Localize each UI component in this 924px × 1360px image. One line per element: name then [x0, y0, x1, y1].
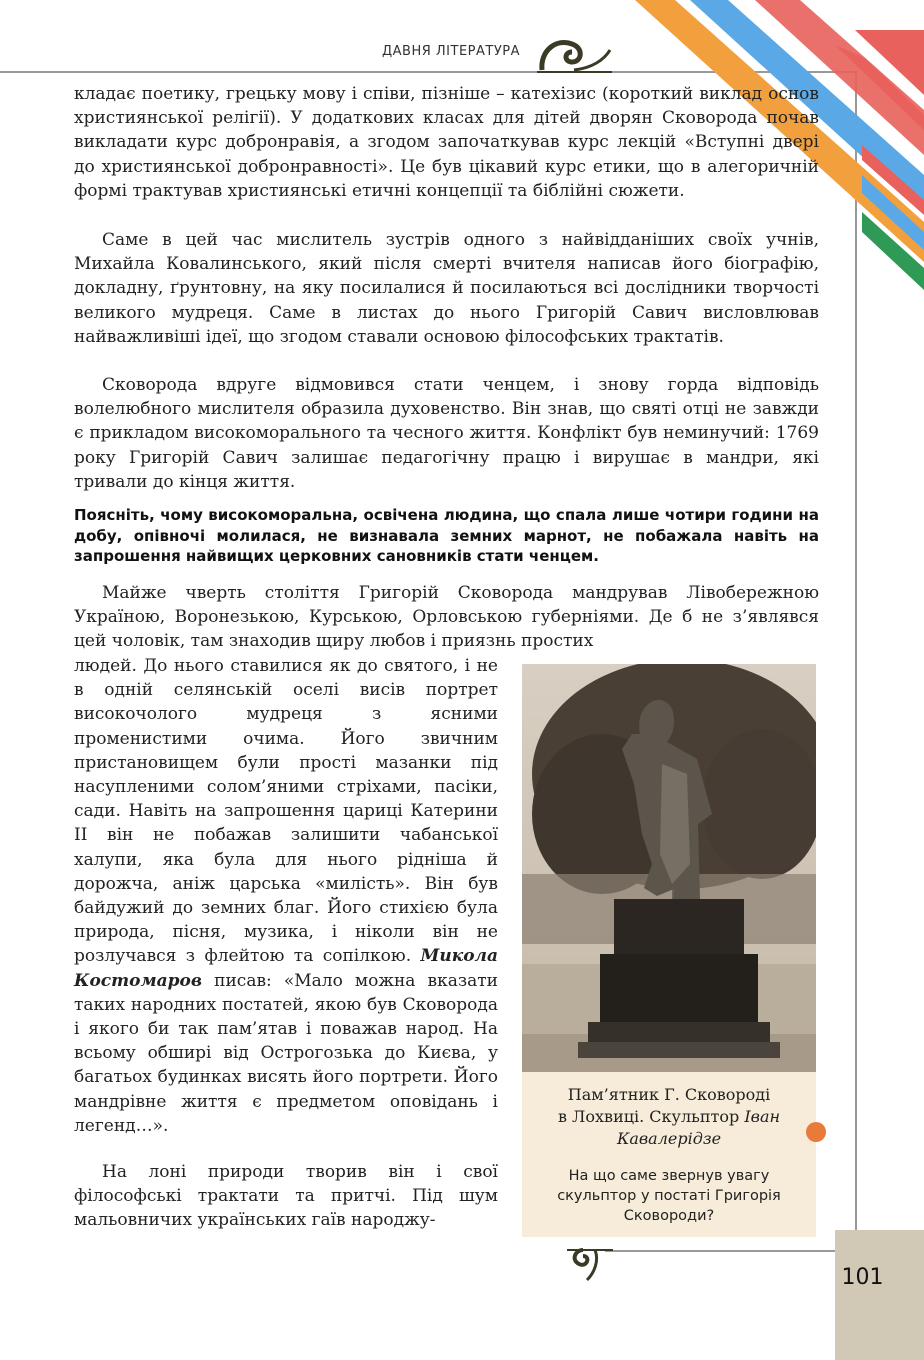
photo-caption	[530, 1084, 808, 1150]
task-question: Поясніть, чому високоморальна, освічена людина, що спала лише чотири години на добу, опівночі молилася, не визнавала земних марнот, не побажала навіть на запрошення найвищих церковних сановників стати ченцем.	[74, 506, 819, 565]
monument-photo	[522, 664, 816, 1072]
paragraph	[74, 654, 498, 1138]
paragraph-text: людей. До нього ставилися як до святого, і не в одній селянській оселі висів портрет високочолого мудреця з ясними променистими очима. Його звичним пристановищем були прості мазанки під насупленими солом’яними стріхами, пасіки, сади. Навіть на запрошення цариці Катерини ІІ він не побажав залишити чабанської халупи, яка була для нього рідніша й дорожча, аніж царська «милість». Він був байдужий до земних благ. Його стихією була природа, пісня, музика, і ніколи він не розлучався з флейтою та сопілкою.	[74, 656, 498, 967]
page-number: 101	[841, 1265, 884, 1290]
marker-dot-icon	[806, 1122, 826, 1142]
caption-line: Пам’ятник Г. Сковороді	[567, 1085, 771, 1104]
paragraph: Сковорода вдруге відмовився стати ченцем, і знову горда відповідь волелюбного мислителя образила духовенство. Він знав, що святі отці не завжди є прикладом високоморального та чесного життя. Конфлікт був неминучий: 1769 року Григорій Савич залишає педагогічну працю і вирушає в мандри, які тривали до кінця життя.	[74, 375, 819, 492]
paragraph: Саме в цей час мислитель зустрів одного з найвідданіших своїх учнів, Михайла Ковалинського, який після смерті вчителя написав його біографію, докладну, ґрунтовну, на яку посилалися й посилаються всі дослідники творчості великого мудреця. Саме в листах до нього Григорій Савич висловлював найважливіші ідеї, що згодом ставали основою філософських трактатів.	[74, 230, 819, 347]
photo-caption-box	[522, 1072, 816, 1237]
paragraph: На лоні природи творив він і свої філософські трактати та притчі. Під шум мальовничих українських гаїв народжу-	[74, 1162, 498, 1231]
paragraph: кладає поетику, грецьку мову і співи, пізніше – катехізис (короткий виклад основ християнської релігії). У додаткових класах для дітей дворян Сковорода почав викладати курс добронравія, а згодом започаткував курс лекцій «Вступні двері до християнської добронравності». Це був цікавий курс етики, що в алегоричній формі трактував християнські етичні концепції та біблійні сюжети.	[74, 84, 819, 201]
page-frame-bottom	[605, 1250, 857, 1252]
paragraph-text: писав: «Мало можна вказати таких народних постатей, якою був Сковорода і якого би так пам’ятав і поважав народ. На всьому обширі від Острогозька до Києва, у багатьох будинках висять його портрети. Його мандрівне життя є предметом оповідань і легенд…».	[74, 970, 498, 1136]
ornament-icon	[565, 1242, 615, 1282]
section-title: ДАВНЯ ЛІТЕРАТУРА	[382, 44, 520, 59]
page-corner	[835, 1230, 924, 1360]
author-name: Микола Костомаров	[74, 946, 498, 991]
caption-question: На що саме звернув увагу скульптор у постаті Григорія Сковороди?	[557, 1168, 781, 1224]
caption-line: в Лохвиці. Скульптор	[557, 1107, 740, 1126]
ornament-icon	[758, 1272, 838, 1352]
ornament-icon	[532, 30, 612, 74]
sculptor-name: Іван Кавалерідзе	[616, 1107, 781, 1148]
paragraph: Майже чверть століття Григорій Сковорода мандрував Лівобережною Україною, Воронезькою, Курською, Орловською губерніями. Де б не з’являвся цей чоловік, там знаходив щиру любов і приязнь простих	[74, 583, 819, 652]
